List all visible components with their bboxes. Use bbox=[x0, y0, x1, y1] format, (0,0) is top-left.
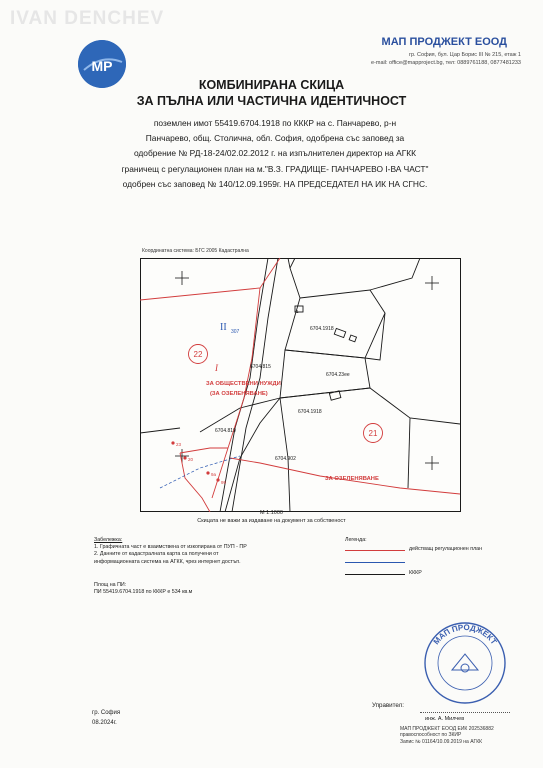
notes-section bbox=[94, 537, 314, 566]
legend-swatch-red bbox=[345, 550, 405, 551]
notes-heading: Забележка: bbox=[94, 537, 123, 543]
quarter-sublabel: 307 bbox=[231, 329, 240, 335]
point-label: 9a bbox=[211, 472, 217, 477]
description-line: поземлен имот 55419.6704.1918 по КККР на с. Панчарево, р-н bbox=[153, 118, 397, 128]
coordinate-system-label: Координатна система: БГС 2005 Кадастрална bbox=[142, 248, 249, 254]
cadastral-map bbox=[140, 258, 461, 512]
note-item: 1. Графичната част е взаимствена от изкопирана от ПУП - ПР bbox=[94, 544, 247, 551]
area-note bbox=[94, 582, 192, 596]
parcel-label: 6704.819 bbox=[215, 428, 236, 434]
greening-label-2: ЗА ОЗЕЛЕНЯВАНЕ bbox=[325, 476, 379, 482]
legend-label: действащ регулационен план bbox=[409, 546, 483, 552]
description-line: одобрен със заповед № 140/12.09.1959г. НА ПРЕДСЕДАТЕЛ НА ИК НА СГНС. bbox=[122, 178, 428, 189]
parcel-label: 6704.815 bbox=[250, 364, 271, 370]
date: 08.2024г. bbox=[92, 720, 117, 726]
city: гр. София bbox=[92, 710, 121, 716]
building-label: 1 bbox=[296, 309, 299, 314]
point-label: 23 bbox=[176, 442, 182, 447]
point-label: 99 bbox=[221, 480, 227, 485]
signature-line bbox=[420, 712, 510, 713]
plot-roman-label: I bbox=[215, 363, 218, 373]
area-value: ПИ 55419.6704.1918 по КККР е 534 кв.м bbox=[94, 589, 193, 595]
quarter-label: II bbox=[220, 322, 227, 333]
greening-label-1: (ЗА ОЗЕЛЕНЯВАНЕ) bbox=[210, 391, 268, 397]
zone-22-label: 22 bbox=[193, 350, 203, 359]
company-name: МАП ПРОДЖЕКТ ЕООД bbox=[381, 36, 507, 48]
legend-swatch-black bbox=[345, 574, 405, 575]
parcel-label: 6704.23ее bbox=[326, 372, 350, 378]
company-address: гр. София, бул. Цар Борис III № 215, етаж 1 bbox=[408, 52, 521, 58]
document-subtitle: ЗА ПЪЛНА ИЛИ ЧАСТИЧНА ИДЕНТИЧНОСТ bbox=[136, 94, 407, 108]
description-line: одобрение № РД-18-24/02.02.2012 г. на изпълнителен директор на АГКК bbox=[133, 148, 417, 159]
point-label: 20 bbox=[188, 457, 194, 462]
note-item: 2. Данните от кадастралната карта са получени от bbox=[94, 551, 219, 558]
map-drawing bbox=[140, 258, 461, 512]
legend-heading: Легенда: bbox=[345, 537, 367, 543]
public-needs-label: ЗА ОБЩЕСТВЕНИ НУЖДИ bbox=[206, 381, 281, 387]
stamp-text: МАП ПРОДЖЕКТ bbox=[431, 622, 499, 647]
svg-text:МАП ПРОДЖЕКТ bbox=[432, 623, 499, 646]
description-line: Панчарево, общ. Столична, обл. София, одобрена със заповед за bbox=[145, 133, 405, 144]
legend-item-regulation bbox=[345, 546, 495, 558]
firm-line: МАП ПРОДЖЕКТ ЕООД ЕИК 202536882 bbox=[400, 726, 494, 732]
note-item: информационната система на АГКК, чрез интернет достъп. bbox=[94, 558, 241, 565]
company-stamp bbox=[422, 620, 508, 706]
firm-line: правоспособност по ЗКИР bbox=[400, 732, 462, 739]
company-contacts: e-mail: office@mapproject.bg, тел: 0889761188, 0877481233 bbox=[371, 60, 521, 66]
parcel-label: 6704.1918 bbox=[298, 409, 322, 415]
place-and-date bbox=[92, 708, 120, 728]
legend-item-cadastre bbox=[345, 570, 495, 582]
legend bbox=[345, 537, 495, 582]
disclaimer: Скицата не важи за издаване на документ за собственост bbox=[197, 518, 346, 524]
document-title: КОМБИНИРАНА СКИЦА bbox=[198, 78, 345, 92]
legend-item-blue bbox=[345, 558, 495, 570]
zone-21-label: 21 bbox=[368, 429, 378, 438]
legend-swatch-blue bbox=[345, 562, 405, 563]
manager-name: инж. А. Милчев bbox=[425, 716, 465, 722]
legend-label: КККР bbox=[409, 570, 422, 576]
description-line: граничещ с регулационен план на м."В.З. ГРАДИЩЕ- ПАНЧАРЕВО I-ВА ЧАСТ" bbox=[121, 163, 429, 174]
description-paragraph bbox=[40, 116, 510, 192]
firm-line: Запис № 01164/10.09.2019 на АГКК bbox=[400, 738, 483, 745]
manager-label: Управител: bbox=[372, 702, 404, 709]
watermark: IVAN DENCHEV bbox=[10, 8, 165, 29]
parcel-label: 6704.902 bbox=[275, 456, 296, 462]
logo-text: MP bbox=[91, 58, 113, 74]
parcel-label: 6704.1918 bbox=[310, 326, 334, 332]
firm-details bbox=[400, 726, 494, 745]
map-scale: М 1:1000 bbox=[260, 510, 283, 516]
area-heading: Площ на ПИ: bbox=[94, 582, 127, 588]
